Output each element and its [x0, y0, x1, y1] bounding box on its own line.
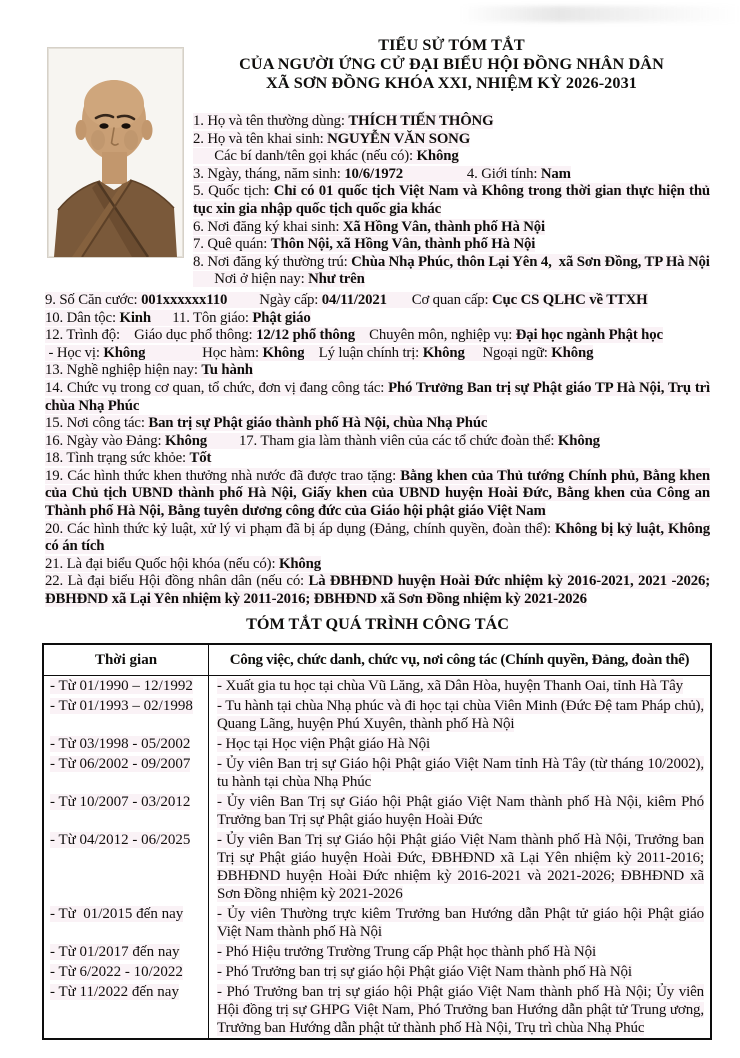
field-line-14: [45, 362, 710, 380]
field-value: Không: [416, 148, 459, 165]
field-label: Học hàm:: [202, 344, 263, 361]
field-value: 12/12 phổ thông: [256, 327, 355, 344]
field-value: 04/11/2021: [321, 291, 387, 308]
field-line-10: [45, 292, 710, 310]
field-label: 4. Giới tính:: [466, 165, 541, 182]
field-label: - Học tại Học viện Phật giáo Hà Nội: [217, 735, 431, 752]
field-line-18: [45, 450, 710, 468]
field-value: Như trên: [308, 271, 365, 288]
field-label: [151, 310, 172, 326]
field-label: Các bí danh/tên gọi khác (nếu có):: [193, 148, 417, 165]
field-label: 13. Nghề nghiệp hiện nay:: [45, 362, 202, 379]
field-label: 12. Trình độ: Giáo dục phổ thông:: [45, 327, 257, 344]
field-label: - Xuất gia tu học tại chùa Vũ Lăng, xã Dân Hòa, huyện Thanh Oai, tỉnh Hà Tây: [217, 677, 683, 694]
field-line-9: [45, 271, 710, 289]
history-row-time: [43, 675, 209, 696]
history-row-desc: [209, 982, 712, 1039]
personal-fields-full-width: [45, 289, 710, 609]
field-line-13: [45, 345, 710, 363]
history-row-time: [43, 734, 209, 754]
field-value: Ban trị sự Phật giáo thành phố Hà Nội, chùa Nhạ Phúc: [148, 415, 488, 432]
history-row: [43, 675, 711, 696]
column-header-duty: Công việc, chức danh, chức vụ, nơi công tác (Chính quyền, Đảng, đoàn thể): [209, 644, 712, 676]
title-line-1: TIỂU SỬ TÓM TẮT: [378, 36, 525, 54]
field-label: - Từ 01/2015 đến nay: [50, 905, 184, 922]
field-line-21: [45, 556, 710, 574]
field-label: - Từ 01/2017 đến nay: [50, 943, 180, 960]
field-label: 8. Nơi đăng ký thường trú:: [193, 253, 352, 270]
field-label: - Từ 01/1990 – 12/1992: [50, 677, 193, 694]
history-row-time: [43, 962, 209, 982]
field-value: Không: [557, 432, 600, 449]
title-line-2: CỦA NGƯỜI ỨNG CỬ ĐẠI BIỂU HỘI ĐỒNG NHÂN DÂN: [239, 55, 664, 73]
history-row: [43, 942, 711, 962]
history-row-time: [43, 942, 209, 962]
field-value: Không: [262, 344, 305, 361]
history-row-desc: [209, 675, 712, 696]
history-row: [43, 830, 711, 904]
field-label: - Ủy viên Ban trị sự Giáo hội Phật giáo Việt Nam tỉnh Hà Tây (từ tháng 10/2002), tu hành tại chùa Nhạ Phúc: [217, 755, 704, 790]
field-label: - Ủy viên Ban Trị sự Giáo hội Phật giáo Việt Nam thành phố Hà Nội, kiêm Phó Trưởng ban Trị sự Phật giáo huyện Hoài Đức: [217, 793, 704, 828]
field-line-22: [45, 573, 710, 608]
field-value: Tu hành: [201, 362, 253, 379]
history-row-desc: [209, 942, 712, 962]
field-value: Không: [551, 344, 594, 361]
history-row-desc: [209, 734, 712, 754]
history-row-desc: [209, 904, 712, 942]
field-label: - Từ 6/2022 - 10/2022: [50, 963, 183, 980]
field-line-20: [45, 521, 710, 556]
history-row-time: [43, 830, 209, 904]
history-row: [43, 982, 711, 1039]
history-row-time: [43, 696, 209, 734]
field-label: 5. Quốc tịch:: [193, 183, 274, 200]
history-row: [43, 792, 711, 830]
field-label: Nơi ở hiện nay:: [193, 271, 309, 288]
field-label: 6. Nơi đăng ký khai sinh:: [193, 218, 343, 235]
field-value: NGUYỄN VĂN SONG: [327, 130, 471, 147]
history-row-desc: [209, 830, 712, 904]
field-value: Không: [422, 344, 465, 361]
field-value: Bằng khen của Thủ tướng Chính phủ, Bằng khen của Chủ tịch UBND thành phố Hà Nội, Giấy khen của UBND huyện Hoài Đức, Bằng khen của Công an Thành phố Hà Nội, Bằng tuyên dương công đức của Giáo hội phật giáo Việt Nam: [45, 467, 710, 520]
field-value: Chùa Nhạ Phúc, thôn Lại Yên 4, xã Sơn Đồng, TP Hà Nội: [351, 253, 710, 270]
portrait-illustration: [48, 48, 183, 257]
field-label: [227, 292, 259, 308]
history-row-desc: [209, 754, 712, 792]
field-label: 10. Dân tộc:: [45, 309, 120, 326]
field-line-17: [45, 433, 710, 451]
field-label: [387, 292, 412, 308]
field-label: Lý luận chính trị:: [304, 344, 423, 361]
field-value: Phó Trưởng Ban trị sự Phật giáo TP Hà Nội, Trụ trì chùa Nhạ Phúc: [45, 379, 710, 414]
field-value: Xã Hồng Vân, thành phố Hà Nội: [342, 218, 546, 235]
work-history-table: [42, 643, 712, 1040]
field-value: Là ĐBHĐND huyện Hoài Đức nhiệm kỳ 2016-2021, 2021 -2026; ĐBHĐND xã Lại Yên nhiệm kỳ 2011-2016; ĐBHĐND xã Sơn Đồng nhiệm kỳ 2021-2026: [45, 573, 711, 608]
history-row-time: [43, 754, 209, 792]
field-label: - Từ 01/1993 – 02/1998: [50, 697, 193, 714]
field-label: 17. Tham gia làm thành viên của các tổ chức đoàn thể:: [239, 432, 558, 449]
field-label: 19. Các hình thức khen thưởng nhà nước đã được trao tặng:: [45, 467, 401, 484]
work-history-body: [43, 675, 711, 1039]
field-value: Nam: [540, 165, 571, 182]
history-row-desc: [209, 792, 712, 830]
field-label: 14. Chức vụ trong cơ quan, tổ chức, đơn vị đang công tác:: [45, 379, 389, 396]
field-line-12: [45, 327, 710, 345]
field-label: 11. Tôn giáo:: [172, 309, 253, 326]
field-value: Cục CS QLHC về TTXH: [491, 291, 648, 308]
title-line-3: XÃ SƠN ĐỒNG KHÓA XXI, NHIỆM KỲ 2026-2031: [266, 74, 637, 92]
work-history-heading: TÓM TẮT QUÁ TRÌNH CÔNG TÁC: [246, 614, 509, 633]
field-label: 20. Các hình thức kỷ luật, xử lý vi phạm đã bị áp dụng (Đảng, chính quyền, đoàn thể):: [45, 520, 555, 537]
candidate-portrait-photo: [48, 48, 183, 257]
field-label: - Ủy viên Thường trực kiêm Trưởng ban Hướng dẫn Phật tử giáo hội Phật giáo Việt Nam thành phố Hà Nội: [217, 905, 704, 940]
field-label: Chuyên môn, nghiệp vụ:: [354, 327, 516, 344]
field-value: THÍCH TIẾN THÔNG: [348, 113, 494, 129]
history-row: [43, 754, 711, 792]
field-label: - Học vị:: [45, 344, 104, 361]
field-value: Đại học ngành Phật học: [515, 327, 663, 344]
field-label: 1. Họ và tên thường dùng:: [193, 113, 349, 129]
field-label: - Từ 06/2002 - 09/2007: [50, 755, 191, 772]
history-row: [43, 696, 711, 734]
field-label: 3. Ngày, tháng, năm sinh:: [193, 165, 345, 182]
field-line-19: [45, 468, 710, 521]
field-label: - Từ 03/1998 - 05/2002: [50, 735, 191, 752]
work-history-header: [43, 644, 711, 676]
field-value: Không: [278, 555, 321, 572]
field-line-11: [45, 310, 710, 328]
field-value: Chỉ có 01 quốc tịch Việt Nam và Không trong thời gian thực hiện thủ tục xin gia nhập quốc tịch quốc gia khác: [193, 183, 710, 217]
field-value: Tốt: [189, 450, 212, 467]
field-label: - Phó Hiệu trưởng Trường Trung cấp Phật học thành phố Hà Nội: [217, 943, 596, 960]
field-value: 001xxxxxx110: [141, 291, 228, 308]
field-value: Kinh: [119, 309, 151, 326]
field-value: 10/6/1972: [344, 165, 403, 182]
field-label: - Từ 10/2007 - 03/2012: [50, 793, 191, 810]
field-label: 21. Là đại biểu Quốc hội khóa (nếu có):: [45, 555, 279, 572]
history-row-desc: [209, 962, 712, 982]
field-value: Không: [103, 344, 146, 361]
field-line-16: [45, 415, 710, 433]
field-label: - Ủy viên Ban Trị sự Giáo hội Phật giáo Việt Nam thành phố Hà Nội, Trưởng ban Trị sự Phật giáo huyện Hoài Đức, ĐBHĐND xã Lại Yên nhiệm kỳ 2011-2016; ĐBHĐND huyện Hoài Đức nhiệm kỳ 2016-2021 và 2021-2026; ĐBHĐND xã Sơn Đồng nhiệm kỳ 2021-2026: [217, 831, 704, 902]
field-line-15: [45, 380, 710, 415]
field-label: 2. Họ và tên khai sinh:: [193, 130, 328, 147]
field-label: 22. Là đại biểu Hội đồng nhân dân (nếu có:: [45, 573, 309, 590]
field-label: - Tu hành tại chùa Nhạ phúc và đi học tại chùa Viên Minh (Đức Đệ tam Pháp chủ), Quang Lãng, huyện Phú Xuyên, thành phố Hà Nội: [217, 697, 704, 732]
field-label: Ngày cấp:: [259, 291, 322, 308]
field-label: 18. Tình trạng sức khỏe:: [45, 450, 190, 467]
field-value: Thôn Nội, xã Hồng Vân, thành phố Hà Nội: [270, 236, 536, 253]
scan-artifact: [460, 6, 740, 22]
field-value: Không bị kỷ luật, Không có án tích: [45, 520, 710, 555]
field-label: - Phó Trưởng ban trị sự giáo hội Phật giáo Việt Nam thành phố Hà Nội; Ủy viên Hội đồng trị sự GHPG Việt Nam, Phó Trưởng ban Hướng dẫn phật tử Trung ương, Trưởng ban Hướng dẫn phật tử thành phố Hà Nội, Trụ trì chùa Nhạ Phúc: [217, 983, 704, 1036]
field-label: 7. Quê quán:: [193, 236, 271, 253]
field-label: [145, 345, 202, 361]
column-header-time: Thời gian: [43, 644, 209, 676]
field-label: 15. Nơi công tác:: [45, 415, 149, 432]
field-value: Không: [165, 432, 208, 449]
field-label: 16. Ngày vào Đảng:: [45, 432, 166, 449]
history-row-time: [43, 904, 209, 942]
history-row-time: [43, 792, 209, 830]
field-label: 9. Số Căn cước:: [45, 291, 142, 308]
field-label: Ngoại ngữ:: [464, 344, 552, 361]
history-row: [43, 734, 711, 754]
field-label: [403, 166, 467, 182]
field-label: - Từ 11/2022 đến nay: [50, 983, 179, 1000]
field-label: - Phó Trưởng ban trị sự giáo hội Phật giáo Việt Nam thành phố Hà Nội: [217, 963, 632, 980]
history-row: [43, 962, 711, 982]
history-row-desc: [209, 696, 712, 734]
field-label: [207, 433, 239, 449]
history-row-time: [43, 982, 209, 1039]
field-label: - Từ 04/2012 - 06/2025: [50, 831, 191, 848]
field-label: Cơ quan cấp:: [411, 291, 492, 308]
history-row: [43, 904, 711, 942]
field-value: Phật giáo: [252, 309, 311, 326]
